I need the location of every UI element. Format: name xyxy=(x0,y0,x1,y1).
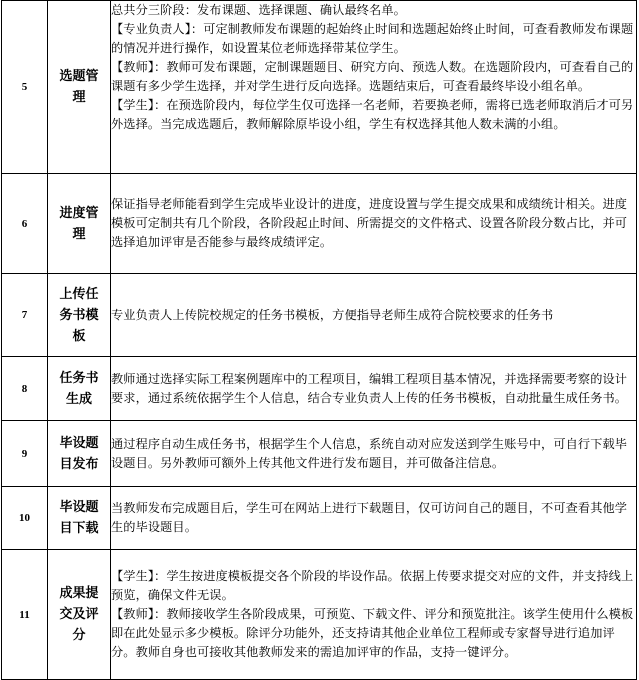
table-row xyxy=(2,487,637,550)
row-number: 9 xyxy=(2,421,48,487)
row-number: 7 xyxy=(2,274,48,357)
feature-name xyxy=(48,274,111,357)
feature-name xyxy=(48,357,111,421)
feature-description xyxy=(111,357,637,421)
row-number: 6 xyxy=(2,174,48,274)
feature-name xyxy=(48,421,111,487)
feature-description xyxy=(111,174,637,274)
feature-name-text: 选题管理 xyxy=(59,69,99,105)
feature-name-text: 进度管理 xyxy=(59,205,99,242)
description-paragraph: 教师通过选择实际工程案例题库中的工程项目，编辑工程项目基本情况，并选择需要考察的设计要求，通过系统依据学生个人信息，结合专业负责人上传的任务书模板，自动批量生成任务书。 xyxy=(111,371,628,405)
feature-description xyxy=(111,421,637,487)
feature-description xyxy=(111,274,637,357)
table-row xyxy=(2,357,637,421)
row-number: 10 xyxy=(2,487,48,550)
row-number: 5 xyxy=(2,1,48,174)
description-paragraph: 【专业负责人】：可定制教师发布课题的起始终止时间和选题起始终止时间，可查看教师发布课题的情况并进行操作，如设置某位老师选择带某位学生。 xyxy=(111,22,634,55)
feature-name-text: 成果提交及评分 xyxy=(59,586,99,643)
feature-description xyxy=(111,550,637,680)
feature-name xyxy=(48,174,111,274)
feature-table xyxy=(1,0,637,680)
description-paragraph: 【学生】：在预选阶段内，每位学生仅可选择一名老师，若要换老师，需将已选老师取消后才可另外选择。当完成选题后，教师解除原毕设小组，学生有权选择其他人数未满的小组。 xyxy=(111,98,634,131)
feature-name-text: 上传任务书模板 xyxy=(59,286,99,344)
description-paragraph: 当教师发布完成题目后，学生可在网站上进行下载题目，仅可访问自己的题目，不可查看其他学生的毕设题目。 xyxy=(111,501,628,534)
feature-name-text: 任务书生成 xyxy=(59,370,99,407)
feature-name xyxy=(48,487,111,550)
feature-name-text: 毕设题目下载 xyxy=(59,500,99,536)
description-paragraph: 专业负责人上传院校规定的任务书模板，方便指导老师生成符合院校要求的任务书 xyxy=(111,307,554,322)
feature-description xyxy=(111,487,637,550)
description-paragraph: 总共分三阶段：发布课题、选择课题、确认最终名单。 xyxy=(111,3,406,17)
description-paragraph: 【教师】：教师接收学生各阶段成果，可预览、下载文件、评分和预览批注。该学生使用什么模板即在此处显示多少模板。除评分功能外，还支持请其他企业单位工程师或专家督导进行追加评分。教师自身也可接收其他教师发来的需追加评审的作品，支持一键评分。 xyxy=(111,607,634,659)
feature-name xyxy=(48,1,111,174)
feature-description xyxy=(111,1,637,174)
description-paragraph: 【学生】：学生按进度模板提交各个阶段的毕设作品。依据上传要求提交对应的文件，并支持线上预览，确保文件无误。 xyxy=(111,569,634,602)
description-paragraph: 【教师】：教师可发布课题，定制课题题目、研究方向、预选人数。在选题阶段内，可查看自己的课题有多少学生选择，并对学生进行反向选择。选题结束后，可查看最终毕设小组名单。 xyxy=(111,60,634,93)
description-paragraph: 保证指导老师能看到学生完成毕业设计的进度，进度设置与学生提交成果和成绩统计相关。进度模板可定制共有几个阶段，各阶段起止时间、所需提交的文件格式、设置各阶段分数占比，并可选择追加评审是否能参与最终成绩评定。 xyxy=(111,197,628,249)
table-row xyxy=(2,274,637,357)
table-row xyxy=(2,421,637,487)
row-number: 11 xyxy=(2,550,48,680)
table-row xyxy=(2,174,637,274)
table-row xyxy=(2,550,637,680)
feature-name xyxy=(48,550,111,680)
feature-name-text: 毕设题目发布 xyxy=(59,435,99,472)
table-row xyxy=(2,1,637,174)
row-number: 8 xyxy=(2,357,48,421)
description-paragraph: 通过程序自动生成任务书，根据学生个人信息，系统自动对应发送到学生账号中，可自行下载毕设题目。另外教师可额外上传其他文件进行发布题目，并可做备注信息。 xyxy=(111,436,628,470)
